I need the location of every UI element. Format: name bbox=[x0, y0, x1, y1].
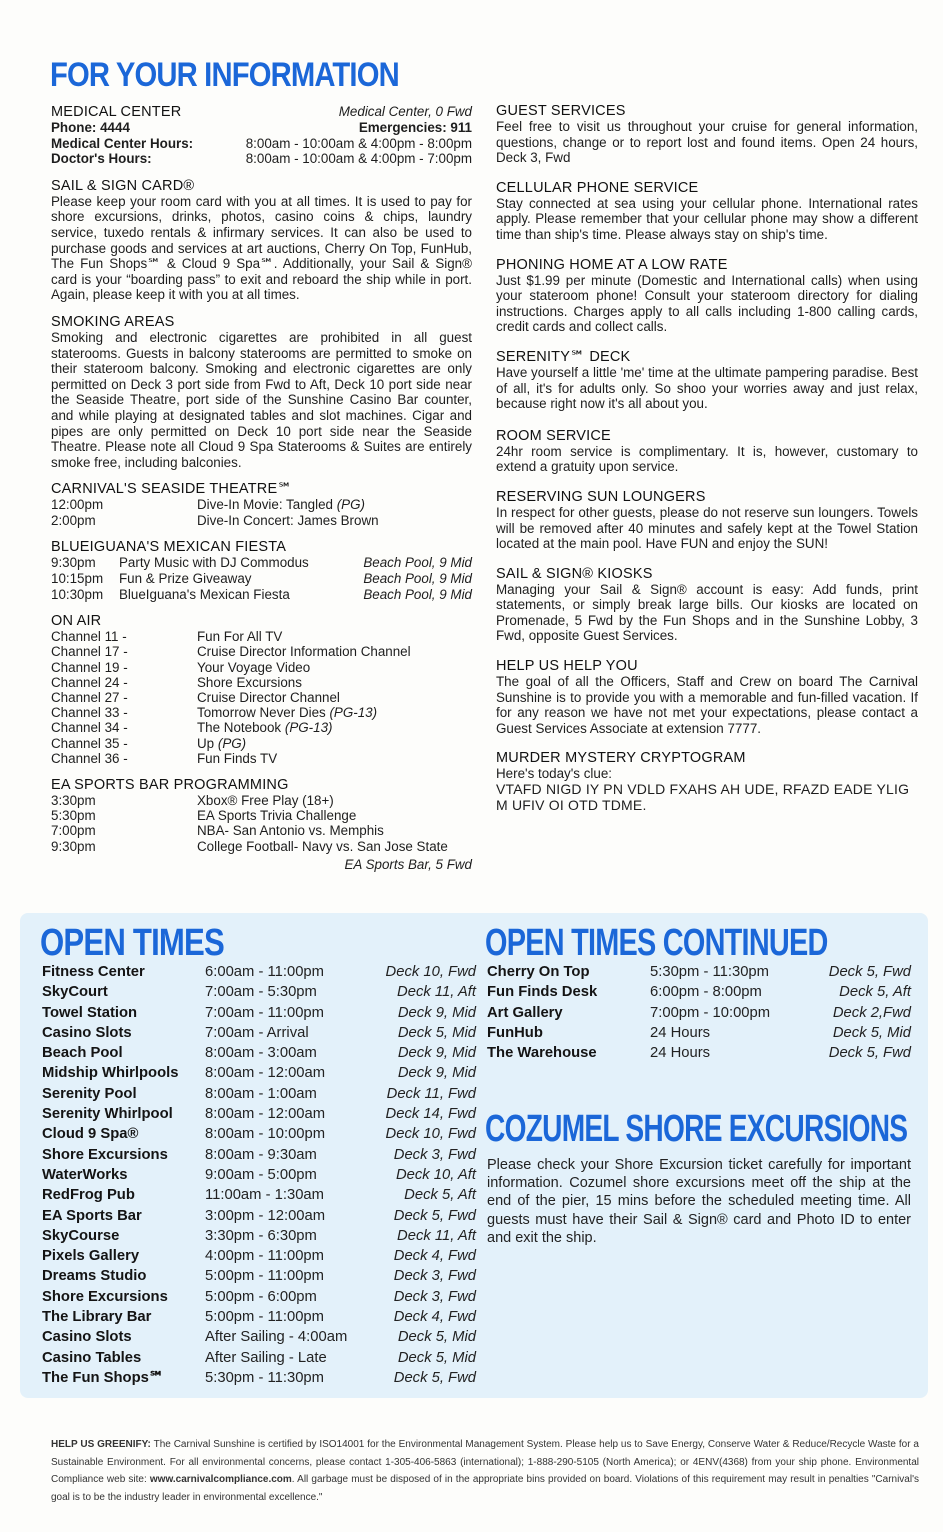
room-service-body: 24hr room service is complimentary. It is, however, customary to extend a gratuity upon service. bbox=[496, 443, 918, 475]
venue-name: The Warehouse bbox=[487, 1045, 597, 1062]
doctor-hours: 8:00am - 10:00am & 4:00pm - 7:00pm bbox=[245, 151, 472, 167]
theatre-event: Dive-In Movie: Tangled bbox=[197, 497, 333, 513]
venue-name: Dreams Studio bbox=[42, 1268, 147, 1285]
venue-location: Deck 5, Mid bbox=[832, 1024, 911, 1041]
murder-intro: Here's today's clue: bbox=[496, 766, 613, 782]
open-times-list bbox=[42, 962, 476, 1388]
open-times-row bbox=[487, 1043, 911, 1063]
medical-title: MEDICAL CENTER bbox=[51, 104, 182, 120]
channel-name: Shore Excursions bbox=[197, 674, 302, 690]
channel-row bbox=[51, 660, 472, 675]
venue-hours: 3:00pm - 12:00am bbox=[205, 1207, 326, 1224]
fiesta-row bbox=[51, 555, 472, 571]
channel-number: Channel 33 - bbox=[51, 705, 128, 721]
theatre-rating: (PG) bbox=[336, 497, 365, 513]
channel-name: Fun For All TV bbox=[197, 629, 283, 645]
venue-name: The Fun Shops℠ bbox=[42, 1369, 164, 1386]
venue-name: SkyCourse bbox=[42, 1227, 120, 1244]
phoning-section bbox=[496, 257, 918, 335]
venue-name: Casino Tables bbox=[42, 1349, 142, 1366]
venue-hours: 11:00am - 1:30am bbox=[205, 1187, 324, 1204]
loungers-body: In respect for other guests, please do not reserve sun loungers. Towels will be removed after 40 minutes and safely kept at the Towel Station located at the main pool. Have FUN and enjoy the SUN! bbox=[496, 504, 918, 552]
channel-row bbox=[51, 736, 472, 751]
venue-location: Deck 4, Fwd bbox=[393, 1309, 476, 1326]
fiesta-section bbox=[51, 539, 472, 602]
help-us-title: HELP US HELP YOU bbox=[496, 658, 638, 675]
channel-name: Fun Finds TV bbox=[197, 750, 278, 766]
fiesta-time: 10:15pm bbox=[51, 571, 104, 587]
channel-number: Channel 36 - bbox=[51, 750, 128, 766]
open-times-row bbox=[42, 1104, 476, 1124]
ea-event: EA Sports Trivia Challenge bbox=[197, 808, 357, 824]
channel-row bbox=[51, 675, 472, 690]
venue-hours: 7:00am - 5:30pm bbox=[205, 984, 317, 1001]
channel-rating: (PG-13) bbox=[329, 705, 378, 721]
venue-location: Deck 9, Mid bbox=[397, 1004, 476, 1021]
cellular-title: CELLULAR PHONE SERVICE bbox=[496, 179, 699, 196]
fiesta-event: Fun & Prize Giveaway bbox=[119, 571, 252, 587]
venue-hours: 24 Hours bbox=[650, 1045, 711, 1062]
fiesta-row bbox=[51, 571, 472, 587]
fiesta-location: Beach Pool, 9 Mid bbox=[363, 586, 472, 602]
murder-title: MURDER MYSTERY CRYPTOGRAM bbox=[496, 750, 746, 767]
venue-hours: 5:00pm - 11:00pm bbox=[205, 1268, 324, 1285]
venue-location: Deck 3, Fwd bbox=[393, 1146, 476, 1163]
room-service-title: ROOM SERVICE bbox=[496, 427, 611, 444]
ea-sports-title: EA SPORTS BAR PROGRAMMING bbox=[51, 777, 289, 794]
channel-name: Your Voyage Video bbox=[197, 659, 311, 675]
fiesta-location: Beach Pool, 9 Mid bbox=[363, 571, 472, 587]
medical-location: Medical Center, 0 Fwd bbox=[338, 104, 472, 119]
open-times-continued-list bbox=[487, 962, 911, 1063]
open-times-row bbox=[42, 1063, 476, 1083]
open-times-row bbox=[42, 1246, 476, 1266]
open-times-row bbox=[42, 982, 476, 1002]
venue-name: Fitness Center bbox=[42, 964, 145, 980]
venue-name: Art Gallery bbox=[487, 1004, 563, 1021]
loungers-section bbox=[496, 489, 918, 552]
phoning-title: PHONING HOME AT A LOW RATE bbox=[496, 256, 728, 273]
sail-sign-body: Please keep your room card with you at all times. It is used to pay for shore excursions, drinks, photos, casino coins & chips, laundry service, tuxedo rentals & infirmary services. It can also be used to purchase goods and services at art auctions, Cherry On Top, FunHub, The Fun Shops℠ & Cloud 9 Spa℠. Additionally, your Sail & Sign® card is your “boarding pass” to exit and reboard the ship while in port. Again, please keep it with you at all times. bbox=[51, 193, 472, 303]
open-times-row bbox=[487, 1003, 911, 1023]
venue-name: RedFrog Pub bbox=[42, 1187, 135, 1204]
venue-name: Midship Whirlpools bbox=[42, 1065, 179, 1082]
venue-hours: After Sailing - Late bbox=[205, 1349, 327, 1366]
channel-row bbox=[51, 644, 472, 659]
venue-location: Deck 5, Aft bbox=[839, 984, 911, 1001]
on-air-title: ON AIR bbox=[51, 613, 102, 630]
murder-mystery-section bbox=[496, 750, 918, 813]
venue-location: Deck 4, Fwd bbox=[393, 1248, 476, 1265]
fiesta-row bbox=[51, 587, 472, 603]
channel-row bbox=[51, 705, 472, 720]
open-times-row bbox=[42, 1043, 476, 1063]
ea-event: Xbox® Free Play (18+) bbox=[197, 793, 334, 809]
venue-name: Beach Pool bbox=[42, 1045, 123, 1062]
venue-name: Serenity Whirlpool bbox=[42, 1106, 173, 1123]
venue-hours: 5:30pm - 11:30pm bbox=[650, 964, 769, 980]
open-times-row bbox=[42, 1084, 476, 1104]
smoking-section bbox=[51, 314, 472, 470]
venue-hours: 7:00pm - 10:00pm bbox=[650, 1004, 771, 1021]
venue-name: EA Sports Bar bbox=[42, 1207, 142, 1224]
channel-number: Channel 35 - bbox=[51, 735, 128, 751]
open-times-row bbox=[487, 1023, 911, 1043]
guest-services-section bbox=[496, 103, 918, 166]
ea-sports-section bbox=[51, 777, 472, 872]
right-column bbox=[496, 103, 918, 824]
channel-number: Channel 34 - bbox=[51, 720, 128, 736]
footer-url: www.carnivalcompliance.com bbox=[149, 1474, 292, 1485]
smoking-title: SMOKING AREAS bbox=[51, 313, 175, 330]
venue-name: Casino Slots bbox=[42, 1329, 132, 1346]
venue-location: Deck 5, Fwd bbox=[828, 964, 911, 980]
channel-name: Up bbox=[197, 735, 215, 751]
venue-location: Deck 3, Fwd bbox=[393, 1288, 476, 1305]
ea-time: 3:30pm bbox=[51, 793, 96, 809]
channel-row bbox=[51, 629, 472, 644]
venue-location: Deck 2,Fwd bbox=[832, 1004, 911, 1021]
venue-name: Cherry On Top bbox=[487, 964, 590, 980]
venue-name: The Library Bar bbox=[42, 1309, 152, 1326]
footer-text: The Carnival Sunshine is certified by ISO14001 for the Environmental Management System. Please help us to Save Energy, Conserve Water & Reduce/Recycle Waste for a Sustainable Environment. For all environmental concerns, please contact 1-305-406-5863 (international); 1-888-290-5105 (North America); or 4ENV(4368) from your ship phone. Environmental Compliance web site: bbox=[51, 1439, 919, 1485]
kiosks-body: Managing your Sail & Sign® account is easy: Add funds, print statements, or simply break large bills. Our kiosks are located on Promenade, 5 Fwd by the Fun Shops and in the Sunshine Lobby, 3 Fwd, opposite Guest Services. bbox=[496, 581, 918, 644]
open-times-row bbox=[487, 962, 911, 982]
guest-services-title: GUEST SERVICES bbox=[496, 103, 626, 119]
venue-hours: 8:00am - 1:00am bbox=[205, 1085, 317, 1102]
venue-hours: 6:00am - 11:00pm bbox=[205, 964, 324, 980]
theatre-time: 12:00pm bbox=[51, 497, 104, 513]
open-times-continued-heading: OPEN TIMES CONTINUED bbox=[485, 922, 828, 964]
venue-location: Deck 5, Fwd bbox=[393, 1207, 476, 1224]
venue-name: Casino Slots bbox=[42, 1024, 132, 1041]
venue-location: Deck 3, Fwd bbox=[393, 1268, 476, 1285]
venue-location: Deck 10, Fwd bbox=[385, 1126, 476, 1143]
theatre-time: 2:00pm bbox=[51, 512, 96, 528]
venue-name: Fun Finds Desk bbox=[487, 984, 598, 1001]
venue-location: Deck 5, Fwd bbox=[828, 1045, 911, 1062]
medical-phone: Phone: 4444 bbox=[51, 120, 130, 135]
channel-number: Channel 27 - bbox=[51, 690, 128, 706]
guest-services-body: Feel free to visit us throughout your cruise for general information, questions, change or to report lost and found items. Open 24 hours, Deck 3, Fwd bbox=[496, 119, 918, 166]
theatre-title: CARNIVAL'S SEASIDE THEATRE℠ bbox=[51, 481, 293, 498]
venue-location: Deck 10, Fwd bbox=[385, 964, 476, 980]
open-times-row bbox=[42, 1165, 476, 1185]
cellular-body: Stay connected at sea using your cellular phone. International rates apply. Please remember that your cellular phone may show a different time than ship's time. Please always stay on ship's time. bbox=[496, 195, 918, 242]
open-times-row bbox=[42, 1124, 476, 1144]
ea-time: 9:30pm bbox=[51, 838, 96, 854]
venue-location: Deck 11, Fwd bbox=[386, 1085, 476, 1102]
sail-sign-title: SAIL & SIGN CARD® bbox=[51, 177, 195, 194]
venue-hours: 7:00am - Arrival bbox=[205, 1024, 309, 1041]
kiosks-title: SAIL & SIGN® KIOSKS bbox=[496, 565, 653, 582]
ea-row bbox=[51, 808, 472, 823]
venue-location: Deck 11, Aft bbox=[397, 1227, 476, 1244]
ea-location: EA Sports Bar, 5 Fwd bbox=[344, 856, 472, 872]
ea-time: 7:00pm bbox=[51, 823, 96, 839]
channel-row bbox=[51, 720, 472, 735]
venue-hours: 8:00am - 9:30am bbox=[205, 1146, 317, 1163]
help-us-section bbox=[496, 658, 918, 736]
venue-hours: 8:00am - 3:00am bbox=[205, 1045, 317, 1062]
ea-time: 5:30pm bbox=[51, 808, 96, 824]
serenity-section bbox=[496, 349, 918, 412]
venue-hours: 8:00am - 10:00pm bbox=[205, 1126, 326, 1143]
theatre-event: Dive-In Concert: James Brown bbox=[197, 512, 379, 528]
theatre-section bbox=[51, 481, 472, 528]
venue-location: Deck 14, Fwd bbox=[385, 1106, 476, 1123]
venue-hours: 8:00am - 12:00am bbox=[205, 1065, 326, 1082]
channel-number: Channel 19 - bbox=[51, 659, 128, 675]
sail-sign-section bbox=[51, 178, 472, 303]
venue-hours: 6:00pm - 8:00pm bbox=[650, 984, 762, 1001]
channel-number: Channel 24 - bbox=[51, 674, 128, 690]
on-air-section bbox=[51, 613, 472, 766]
venue-location: Deck 5, Fwd bbox=[393, 1369, 476, 1386]
fiesta-title: BLUEIGUANA'S MEXICAN FIESTA bbox=[51, 539, 287, 556]
serenity-body: Have yourself a little 'me' time at the ultimate pampering paradise. Best of all, it's for adults only. So shoo your worries away and just relax, because right now it's all about you. bbox=[496, 364, 918, 412]
venue-hours: 24 Hours bbox=[650, 1024, 711, 1041]
venue-hours: 5:00pm - 6:00pm bbox=[205, 1288, 317, 1305]
open-times-row bbox=[42, 962, 476, 982]
venue-name: SkyCourt bbox=[42, 984, 108, 1001]
greenify-footer bbox=[51, 1436, 919, 1506]
cozumel-heading: COZUMEL SHORE EXCURSIONS bbox=[485, 1108, 908, 1150]
medical-center-hours: 8:00am - 10:00am & 4:00pm - 8:00pm bbox=[245, 135, 472, 151]
medical-emergencies: Emergencies: 911 bbox=[358, 120, 472, 135]
channel-number: Channel 11 - bbox=[51, 629, 127, 645]
venue-name: Serenity Pool bbox=[42, 1085, 137, 1102]
open-times-row bbox=[42, 1327, 476, 1347]
medical-center-hours-label: Medical Center Hours: bbox=[51, 135, 194, 151]
ea-row bbox=[51, 839, 472, 854]
venue-location: Deck 5, Aft bbox=[404, 1187, 476, 1204]
venue-name: Shore Excursions bbox=[42, 1288, 168, 1305]
venue-location: Deck 5, Mid bbox=[397, 1329, 476, 1346]
channel-number: Channel 17 - bbox=[51, 644, 128, 660]
channel-name: Cruise Director Channel bbox=[197, 690, 340, 706]
open-times-row bbox=[42, 1368, 476, 1388]
ea-event: College Football- Navy vs. San Jose State bbox=[197, 838, 448, 854]
info-heading: FOR YOUR INFORMATION bbox=[50, 56, 399, 94]
loungers-title: RESERVING SUN LOUNGERS bbox=[496, 488, 706, 505]
venue-hours: 3:30pm - 6:30pm bbox=[205, 1227, 317, 1244]
venue-hours: After Sailing - 4:00am bbox=[205, 1329, 348, 1346]
open-times-row bbox=[42, 1287, 476, 1307]
channel-name: Cruise Director Information Channel bbox=[197, 644, 411, 660]
venue-hours: 9:00am - 5:00pm bbox=[205, 1166, 317, 1183]
venue-name: FunHub bbox=[487, 1024, 543, 1041]
help-us-body: The goal of all the Officers, Staff and Crew on board The Carnival Sunshine is to provide you with a memorable and fun-filled vacation. If for any reason we have not met your expectations, please contact a Guest Services Associate at extension 7777. bbox=[496, 674, 918, 736]
venue-location: Deck 5, Mid bbox=[397, 1024, 476, 1041]
channel-rating: (PG-13) bbox=[284, 720, 333, 736]
theatre-row bbox=[51, 497, 472, 513]
doctor-hours-label: Doctor's Hours: bbox=[51, 151, 152, 167]
open-times-row bbox=[42, 1266, 476, 1286]
venue-hours: 7:00am - 11:00pm bbox=[205, 1004, 324, 1021]
open-times-row bbox=[42, 1023, 476, 1043]
room-service-section bbox=[496, 428, 918, 475]
venue-location: Deck 9, Mid bbox=[397, 1045, 476, 1062]
footer-lead: HELP US GREENIFY: bbox=[51, 1439, 151, 1450]
cellular-section bbox=[496, 180, 918, 243]
channel-name: Tomorrow Never Dies bbox=[197, 705, 326, 721]
phoning-body: Just $1.99 per minute (Domestic and International calls) when using your stateroom phone! Consult your stateroom directory for dialing instructions. Charges apply to all calls including 1-800 calling cards, credit cards and collect calls. bbox=[496, 272, 918, 335]
venue-location: Deck 11, Aft bbox=[397, 984, 476, 1001]
venue-location: Deck 9, Mid bbox=[397, 1065, 476, 1082]
left-column bbox=[51, 104, 472, 883]
fiesta-event: Party Music with DJ Commodus bbox=[119, 555, 309, 571]
venue-location: Deck 5, Mid bbox=[397, 1349, 476, 1366]
fiesta-event: BlueIguana's Mexican Fiesta bbox=[119, 586, 290, 602]
venue-hours: 5:00pm - 11:00pm bbox=[205, 1309, 324, 1326]
open-times-row bbox=[42, 1206, 476, 1226]
venue-hours: 4:00pm - 11:00pm bbox=[205, 1248, 324, 1265]
open-times-row bbox=[42, 1307, 476, 1327]
venue-hours: 5:30pm - 11:30pm bbox=[205, 1369, 324, 1386]
serenity-title: SERENITY℠ DECK bbox=[496, 348, 631, 365]
channel-name: The Notebook bbox=[197, 720, 282, 736]
footer-tail: . All garbage must be disposed of in the appropriate bins provided on board. Violations of this requirement may result in penalties "Carnival's goal is to be the industry leader in environmental excellence." bbox=[51, 1474, 919, 1503]
ea-row bbox=[51, 793, 472, 808]
venue-name: Towel Station bbox=[42, 1004, 138, 1021]
channel-rating: (PG) bbox=[217, 735, 247, 751]
fiesta-location: Beach Pool, 9 Mid bbox=[363, 555, 472, 571]
channel-row bbox=[51, 751, 472, 766]
venue-name: Pixels Gallery bbox=[42, 1248, 140, 1265]
cozumel-text: Please check your Shore Excursion ticket carefully for important information. Cozumel shore excursions meet off the ship at the end of the pier, 15 mins before the scheduled meeting time. All guests must have their Sail & Sign® card and Photo ID to enter and exit the ship. bbox=[487, 1157, 911, 1246]
venue-hours: 8:00am - 12:00am bbox=[205, 1106, 326, 1123]
venue-location: Deck 10, Aft bbox=[395, 1166, 476, 1183]
theatre-row bbox=[51, 513, 472, 529]
venue-name: Cloud 9 Spa® bbox=[42, 1126, 139, 1143]
open-times-row bbox=[42, 1003, 476, 1023]
channel-row bbox=[51, 690, 472, 705]
open-times-row bbox=[42, 1348, 476, 1368]
open-times-row bbox=[487, 982, 911, 1002]
fiesta-time: 10:30pm bbox=[51, 586, 104, 602]
venue-name: WaterWorks bbox=[42, 1166, 128, 1183]
cryptogram: VTAFD NIGD IY PN VDLD FXAHS AH UDE, RFAZD EADE YLIG M UFIV OI OTD TDME. bbox=[496, 781, 910, 813]
open-times-row bbox=[42, 1145, 476, 1165]
kiosks-section bbox=[496, 566, 918, 644]
smoking-body: Smoking and electronic cigarettes are prohibited in all guest staterooms. Guests in balcony staterooms are permitted to smoke on their stateroom balcony. Smoking and electronic cigarettes are only permitted on Deck 3 port side from Fwd to Aft, Deck 10 port side near the Seaside Theatre, port side of the Sunshine Casino Bar counter, and while playing at designated tables and slot machines. Cigar and pipes are only permitted on Deck 10 port side near the Seaside Theatre. Please note all Cloud 9 Spa Staterooms & Suites are entirely smoke free, including balconies. bbox=[51, 329, 472, 470]
ea-row bbox=[51, 823, 472, 838]
open-times-row bbox=[42, 1185, 476, 1205]
venue-name: Shore Excursions bbox=[42, 1146, 168, 1163]
open-times-heading: OPEN TIMES bbox=[40, 922, 224, 964]
fiesta-time: 9:30pm bbox=[51, 555, 96, 571]
medical-section bbox=[51, 104, 472, 167]
open-times-row bbox=[42, 1226, 476, 1246]
ea-event: NBA- San Antonio vs. Memphis bbox=[197, 823, 384, 839]
